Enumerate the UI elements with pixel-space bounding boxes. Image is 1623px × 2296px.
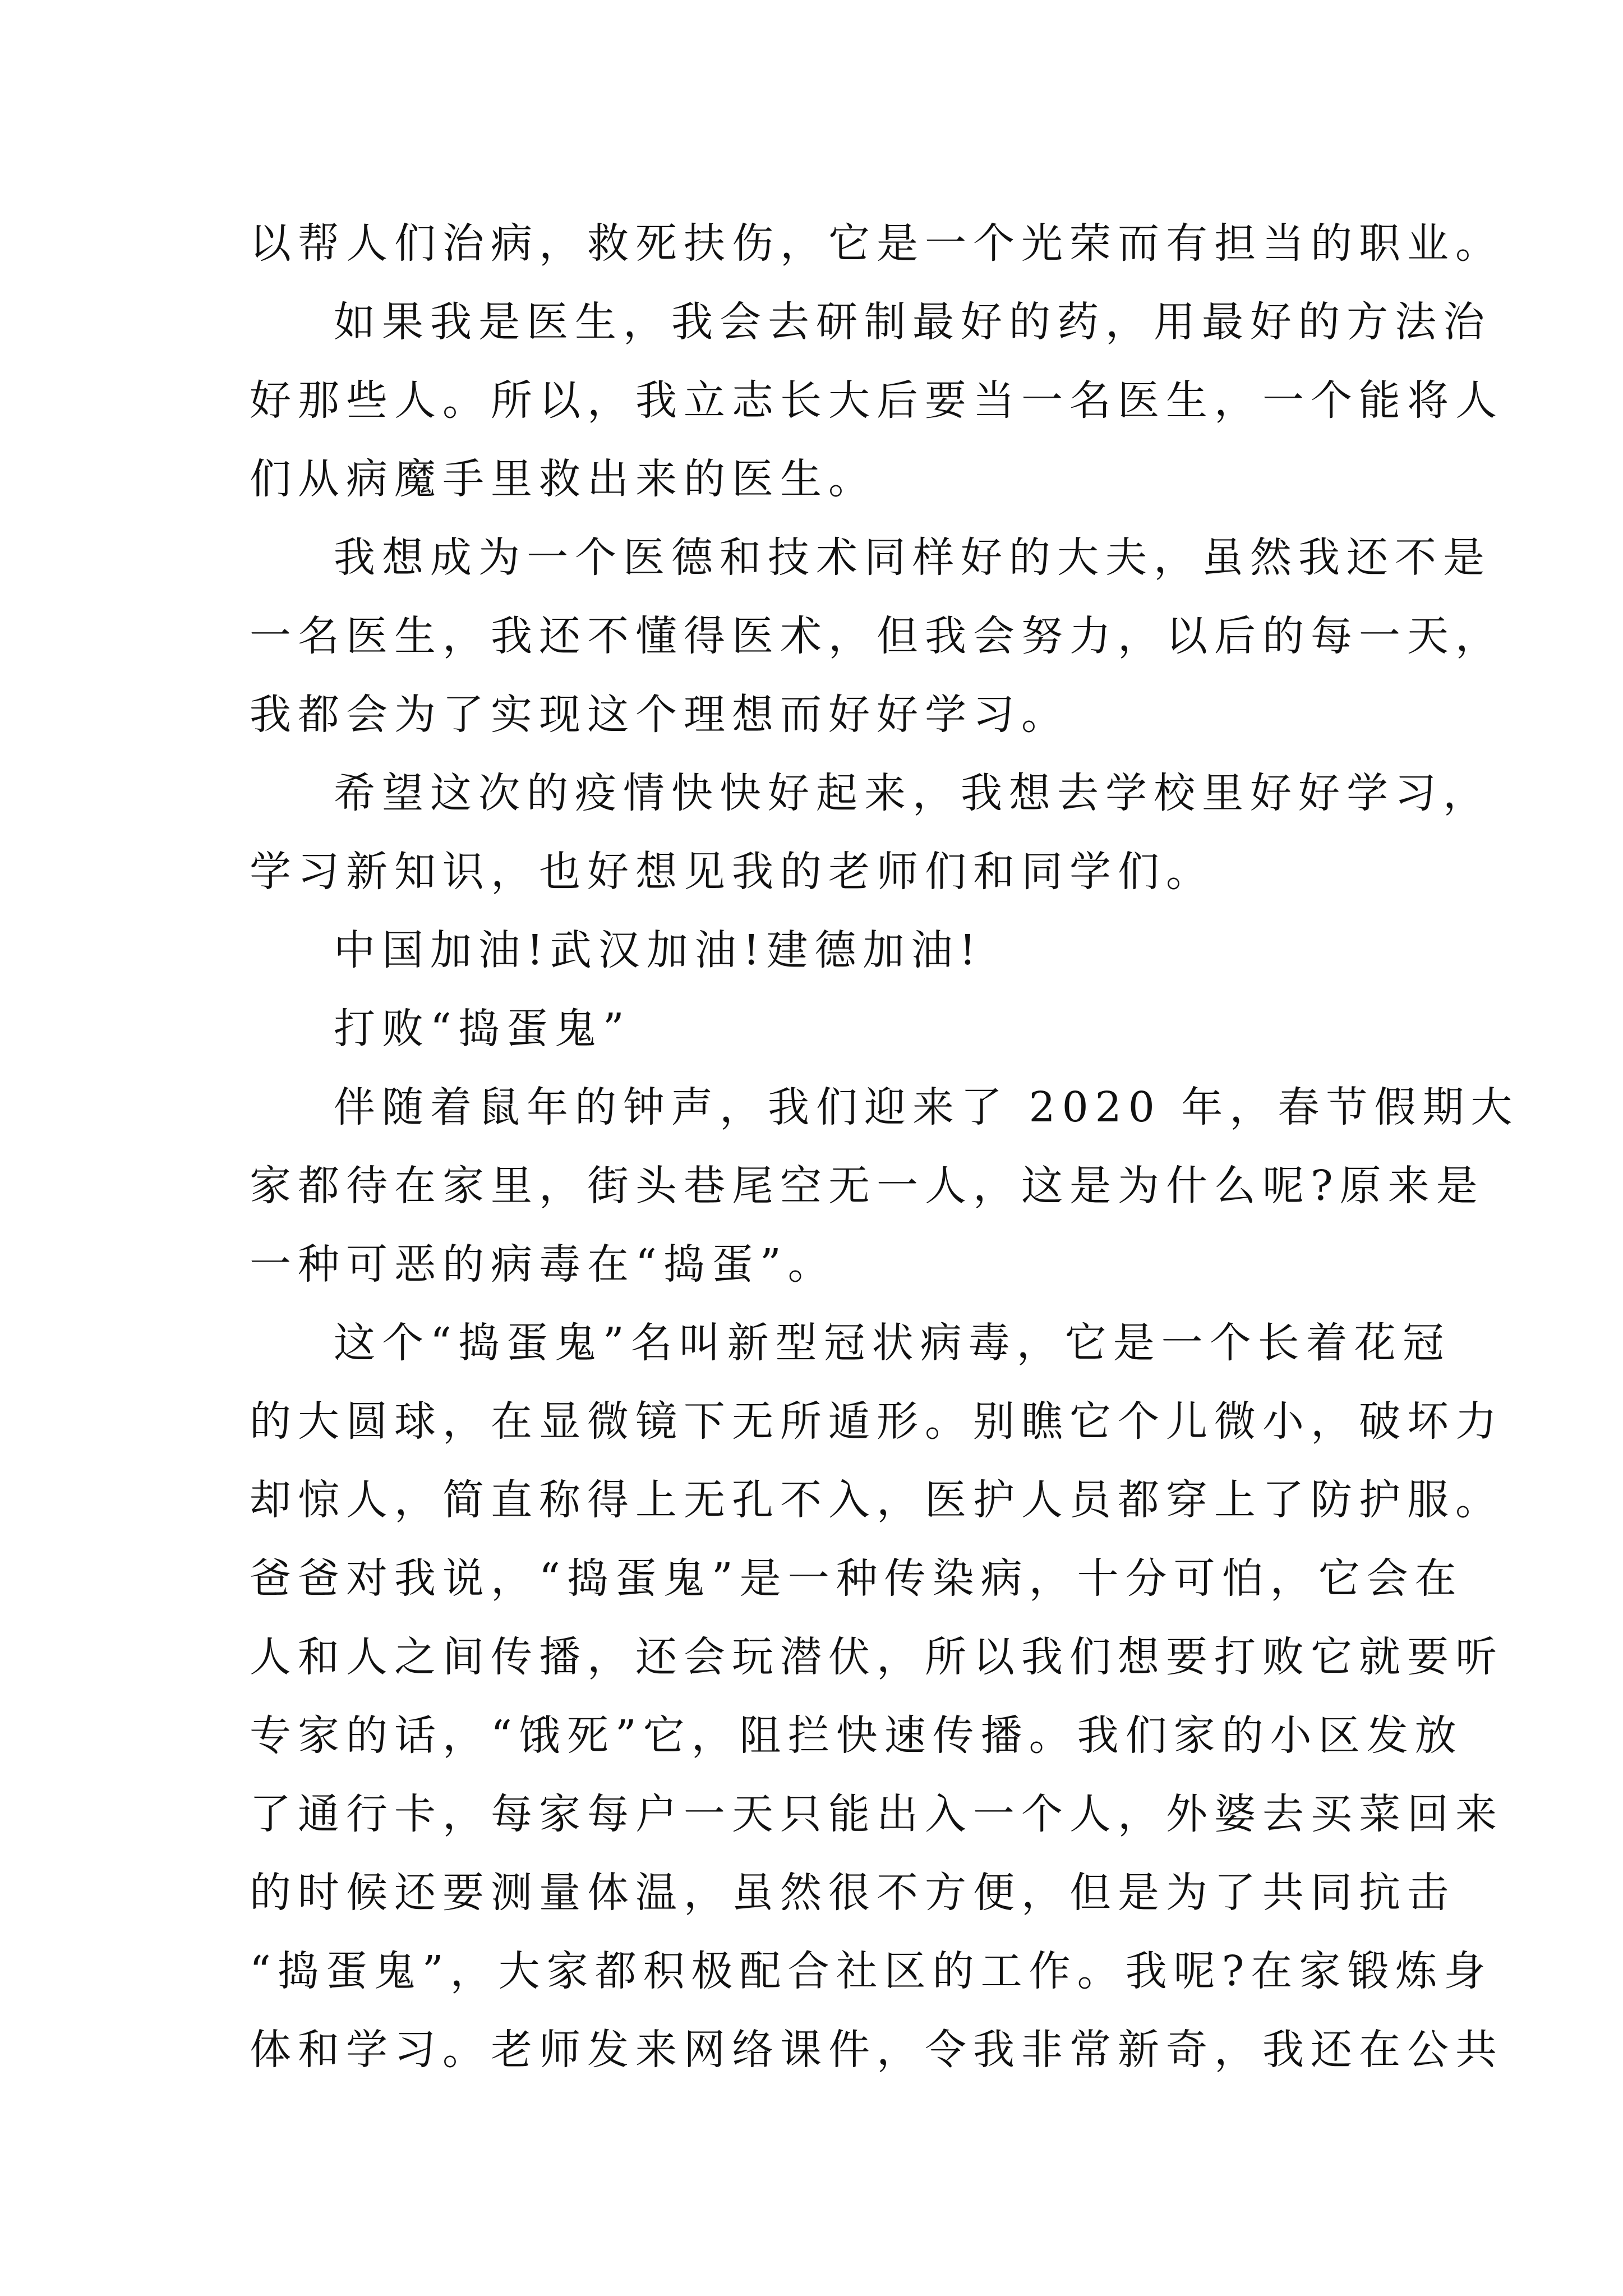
text-line: 一名医生，我还不懂得医术，但我会努力，以后的每一天， <box>250 612 1504 660</box>
text-line: 我想成为一个医德和技术同样好的大夫，虽然我还不是 <box>334 533 1491 582</box>
text-line: 们从病魔手里救出来的医生。 <box>250 455 877 503</box>
text-line: 专家的话，“饿死”它，阻拦快速传播。我们家的小区发放 <box>250 1711 1463 1760</box>
section-title: 打败“捣蛋鬼” <box>334 1005 631 1053</box>
text-line: 伴随着鼠年的钟声，我们迎来了 2020 年，春节假期大 <box>334 1083 1519 1131</box>
text-line: 以帮人们治病，救死扶伤，它是一个光荣而有担当的职业。 <box>250 219 1504 268</box>
text-line: 如果我是医生，我会去研制最好的药，用最好的方法治 <box>334 298 1491 346</box>
text-line: 我都会为了实现这个理想而好好学习。 <box>250 691 1069 739</box>
text-line: 家都待在家里，街头巷尾空无一人，这是为什么呢?原来是 <box>250 1162 1484 1210</box>
text-line: 希望这次的疫情快快好起来，我想去学校里好好学习， <box>334 769 1491 817</box>
text-line: 中国加油!武汉加油!建德加油! <box>334 926 983 974</box>
text-line: 学习新知识，也好想见我的老师们和同学们。 <box>250 848 1214 896</box>
text-line: 爸爸对我说，“捣蛋鬼”是一种传染病，十分可怕，它会在 <box>250 1554 1463 1603</box>
text-line: 的时候还要测量体温，虽然很不方便，但是为了共同抗击 <box>250 1869 1455 1917</box>
text-line: 的大圆球，在显微镜下无所遁形。别瞧它个儿微小，破坏力 <box>250 1397 1504 1446</box>
text-line: 人和人之间传播，还会玩潜伏，所以我们想要打败它就要听 <box>250 1633 1504 1681</box>
text-line: 一种可恶的病毒在“捣蛋”。 <box>250 1240 836 1289</box>
text-line: 却惊人，简直称得上无孔不入，医护人员都穿上了防护服。 <box>250 1476 1504 1524</box>
text-line: “捣蛋鬼”，大家都积极配合社区的工作。我呢?在家锻炼身 <box>250 1947 1492 1995</box>
text-line: 体和学习。老师发来网络课件，令我非常新奇，我还在公共 <box>250 2026 1504 2074</box>
text-line: 这个“捣蛋鬼”名叫新型冠状病毒，它是一个长着花冠 <box>334 1319 1451 1367</box>
text-line: 了通行卡，每家每户一天只能出入一个人，外婆去买菜回来 <box>250 1790 1504 1838</box>
text-line: 好那些人。所以，我立志长大后要当一名医生，一个能将人 <box>250 376 1504 425</box>
